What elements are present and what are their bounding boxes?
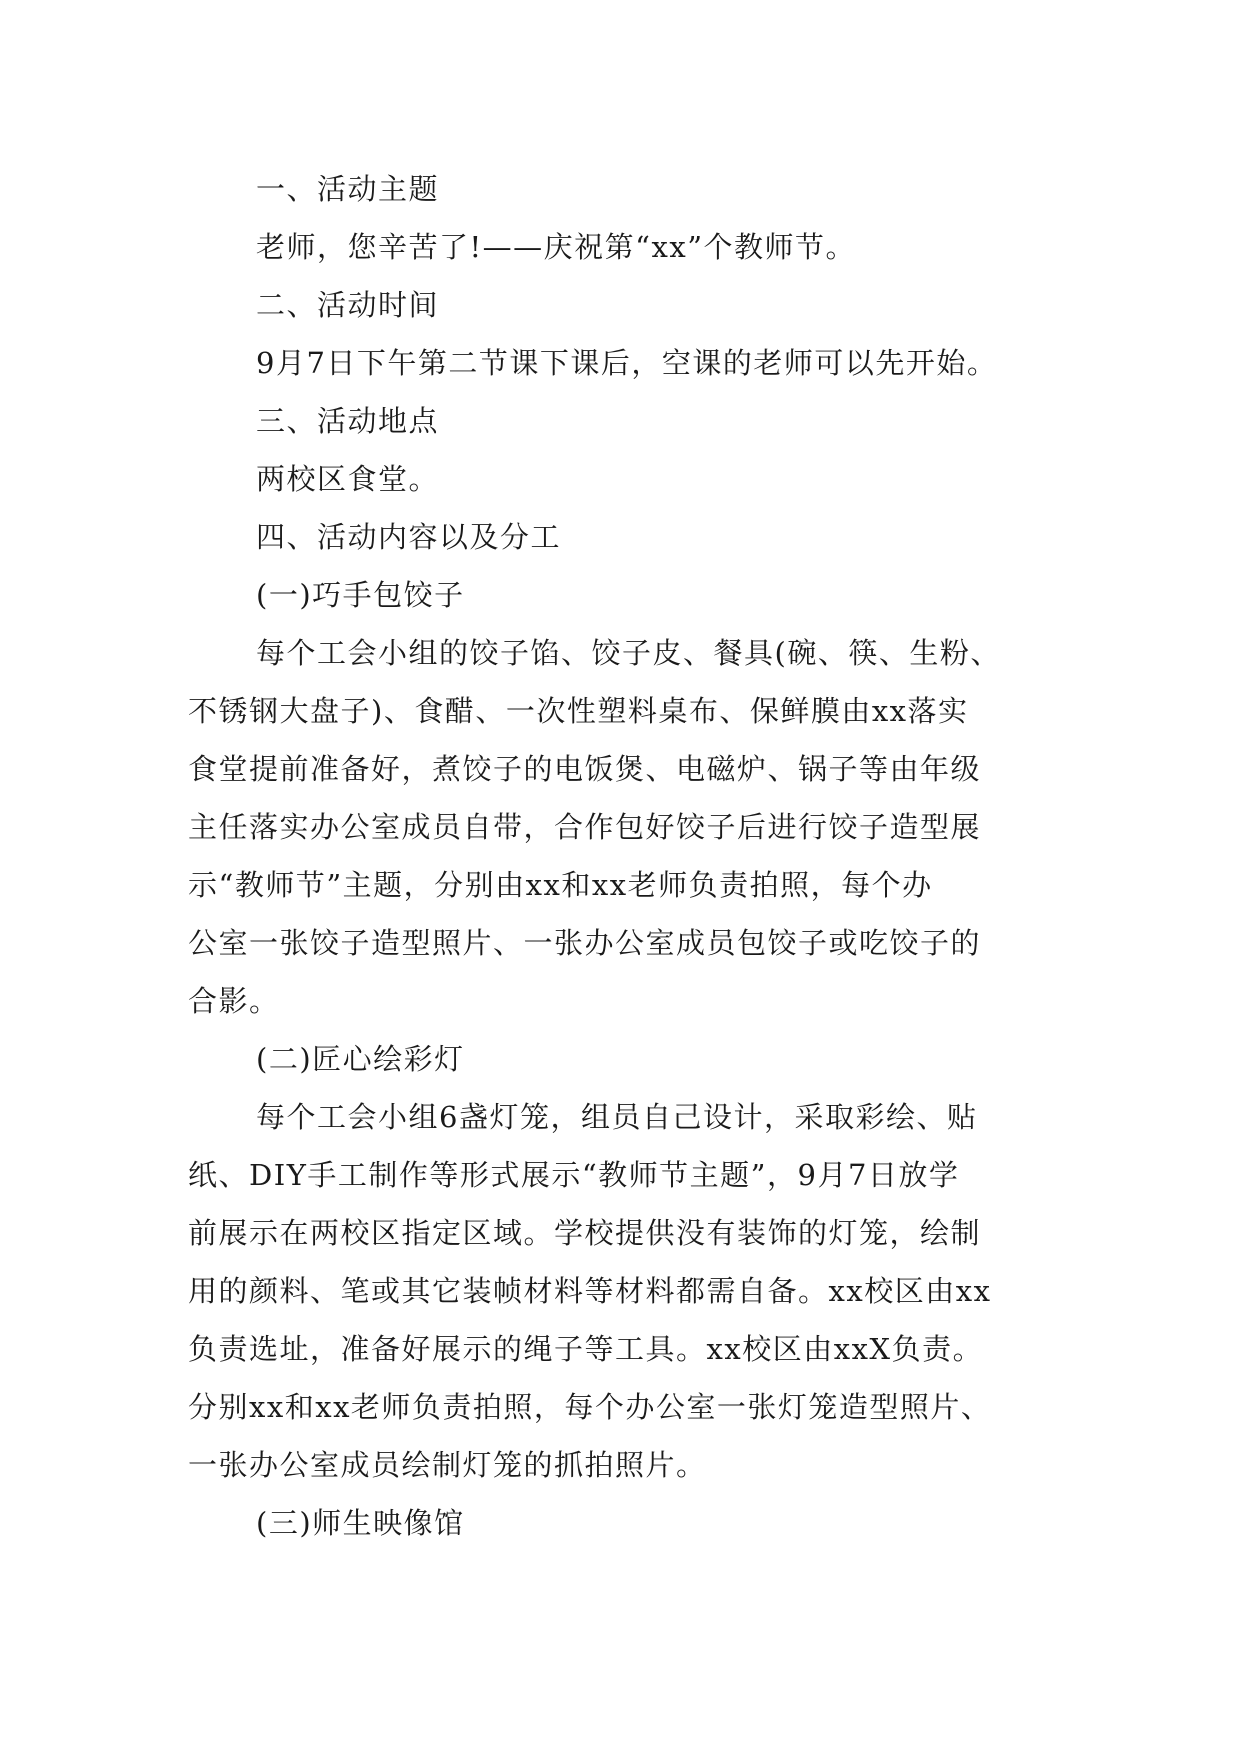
section-body-theme: 老师，您辛苦了!——庆祝第“xx”个教师节。 — [256, 230, 857, 264]
subsection-body-lanterns — [188, 1088, 1078, 1494]
section-heading-time: 二、活动时间 — [256, 288, 440, 322]
paragraph-line: 纸、DIY手工制作等形式展示“教师节主题”，9月7日放学 — [188, 1158, 960, 1192]
section-heading-location: 三、活动地点 — [256, 404, 440, 438]
paragraph-line: 每个工会小组的饺子馅、饺子皮、餐具(碗、筷、生粉、 — [256, 636, 1001, 670]
subsection-body-dumplings — [188, 624, 1078, 1030]
paragraph-line: 一张办公室成员绘制灯笼的抓拍照片。 — [188, 1448, 707, 1482]
paragraph-line: 用的颜料、笔或其它装帧材料等材料都需自备。xx校区由xx — [188, 1274, 992, 1308]
paragraph-line: 主任落实办公室成员自带，合作包好饺子后进行饺子造型展 — [188, 810, 982, 844]
subsection-heading-dumplings: (一)巧手包饺子 — [256, 578, 465, 612]
paragraph-line: 食堂提前准备好，煮饺子的电饭煲、电磁炉、锅子等由年级 — [188, 752, 982, 786]
subsection-heading-lanterns: (二)匠心绘彩灯 — [256, 1042, 465, 1076]
paragraph-line: 公室一张饺子造型照片、一张办公室成员包饺子或吃饺子的 — [188, 926, 982, 960]
paragraph-line: 不锈钢大盘子)、食醋、一次性塑料桌布、保鲜膜由xx落实 — [188, 694, 969, 728]
section-heading-theme: 一、活动主题 — [256, 172, 440, 206]
paragraph-line: 分别xx和xx老师负责拍照，每个办公室一张灯笼造型照片、 — [188, 1390, 992, 1424]
paragraph-line: 示“教师节”主题，分别由xx和xx老师负责拍照，每个办 — [188, 868, 933, 902]
section-heading-content: 四、活动内容以及分工 — [256, 520, 562, 554]
paragraph-line: 负责选址，准备好展示的绳子等工具。xx校区由xxX负责。 — [188, 1332, 984, 1366]
paragraph-line: 合影。 — [188, 984, 280, 1018]
paragraph-line: 每个工会小组6盏灯笼，组员自己设计，采取彩绘、贴 — [256, 1100, 978, 1134]
subsection-heading-gallery: (三)师生映像馆 — [256, 1506, 465, 1540]
paragraph-line: 前展示在两校区指定区域。学校提供没有装饰的灯笼，绘制 — [188, 1216, 982, 1250]
section-body-location: 两校区食堂。 — [256, 462, 440, 496]
document-body — [188, 160, 1078, 1552]
section-body-time: 9月7日下午第二节课下课后，空课的老师可以先开始。 — [256, 346, 998, 380]
